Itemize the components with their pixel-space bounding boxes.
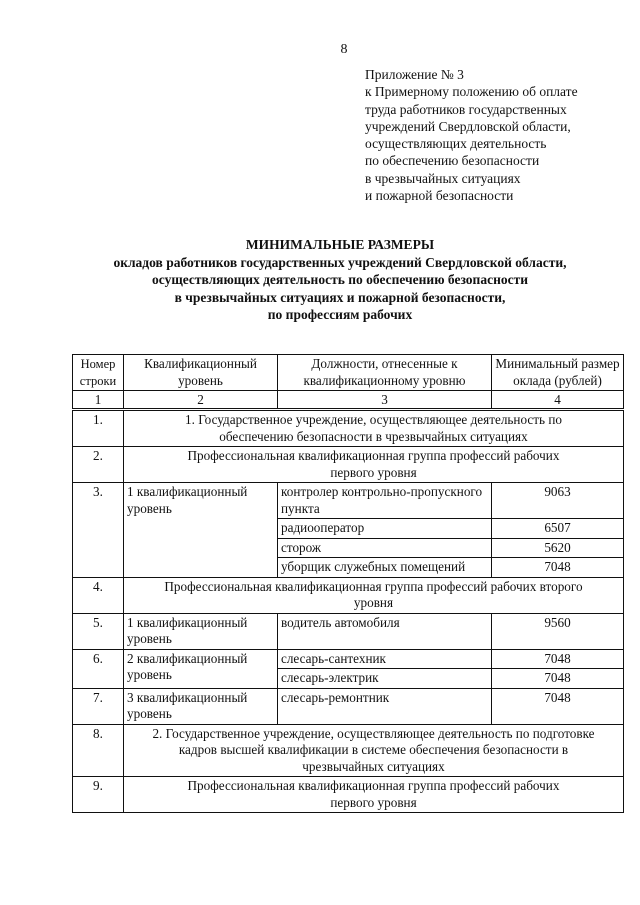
title-line: по профессиям рабочих — [267, 307, 413, 322]
table-row — [73, 410, 624, 447]
salary-value: 7048 — [492, 688, 624, 724]
position-name: сторож — [278, 538, 492, 558]
table-row — [73, 777, 624, 813]
table-row — [73, 447, 624, 483]
table-header-row — [73, 355, 624, 391]
group-heading: Профессиональная квалификационная группа профессий рабочих второго уровня — [124, 577, 624, 613]
position-name: контролер контрольно-пропускного пункта — [278, 483, 492, 519]
salary-value: 5620 — [492, 538, 624, 558]
appendix-line: по обеспечению безопасности — [365, 153, 540, 169]
appendix-line: в чрезвычайных ситуациях — [365, 170, 521, 186]
appendix-line: к Примерному положению об оплате — [365, 84, 578, 100]
header-cell: Должности, отнесенные к квалификационному уровню — [278, 355, 492, 391]
appendix-line: учреждений Свердловской области, — [365, 118, 571, 134]
title-line: осуществляющих деятельность по обеспечению безопасности — [152, 272, 528, 287]
table-row — [73, 649, 624, 669]
appendix-line: Приложение № 3 — [365, 67, 464, 82]
qualification-level: 1 квалификационный уровень — [124, 613, 278, 649]
appendix-line: и пожарной безопасности — [365, 188, 514, 204]
row-number: 6. — [73, 649, 124, 688]
group-heading: Профессиональная квалификационная группа профессий рабочих первого уровня — [124, 447, 624, 483]
salary-value: 7048 — [492, 669, 624, 689]
row-number: 9. — [73, 777, 124, 813]
appendix-line: труда работников государственных — [365, 101, 567, 117]
header-cell: Минимальный размер оклада (рублей) — [492, 355, 624, 391]
row-number: 3. — [73, 483, 124, 578]
salary-value: 9063 — [492, 483, 624, 519]
header-cell: Номер строки — [73, 355, 124, 391]
column-number: 1 — [73, 391, 124, 410]
table-row — [73, 688, 624, 724]
position-name: радиооператор — [278, 519, 492, 539]
row-number: 1. — [73, 410, 124, 447]
column-number: 3 — [278, 391, 492, 410]
document-title — [60, 236, 620, 324]
qualification-level: 3 квалификационный уровень — [124, 688, 278, 724]
table-row — [73, 724, 624, 777]
appendix-note — [365, 66, 630, 204]
position-name: слесарь-ремонтник — [278, 688, 492, 724]
title-line: окладов работников государственных учреждений Свердловской области, — [113, 254, 567, 270]
position-name: уборщик служебных помещений — [278, 558, 492, 578]
table-row — [73, 613, 624, 649]
group-heading: Профессиональная квалификационная группа профессий рабочих первого уровня — [124, 777, 624, 813]
salary-value: 9560 — [492, 613, 624, 649]
position-name: водитель автомобиля — [278, 613, 492, 649]
page-number: 8 — [340, 42, 348, 57]
column-number: 2 — [124, 391, 278, 410]
section-heading: 1. Государственное учреждение, осуществляющее деятельность по обеспечению безопасности в чрезвычайных ситуациях — [124, 410, 624, 447]
salary-value: 7048 — [492, 558, 624, 578]
qualification-level: 2 квалификационный уровень — [124, 649, 278, 688]
section-heading: 2. Государственное учреждение, осуществляющее деятельность по подготовке кадров высшей квалификации в системе обеспечения безопасности в чрезвычайных ситуациях — [124, 724, 624, 777]
position-name: слесарь-сантехник — [278, 649, 492, 669]
title-line: МИНИМАЛЬНЫЕ РАЗМЕРЫ — [245, 237, 435, 252]
qualification-level: 1 квалификационный уровень — [124, 483, 278, 578]
table-row — [73, 483, 624, 519]
row-number: 2. — [73, 447, 124, 483]
salary-table — [72, 354, 624, 813]
row-number: 5. — [73, 613, 124, 649]
salary-value: 7048 — [492, 649, 624, 669]
title-line: в чрезвычайных ситуациях и пожарной безопасности, — [174, 289, 506, 305]
row-number: 4. — [73, 577, 124, 613]
column-number: 4 — [492, 391, 624, 410]
row-number: 8. — [73, 724, 124, 777]
salary-value: 6507 — [492, 519, 624, 539]
column-number-row — [73, 391, 624, 410]
table-row — [73, 577, 624, 613]
header-cell: Квалификационный уровень — [124, 355, 278, 391]
row-number: 7. — [73, 688, 124, 724]
appendix-line: осуществляющих деятельность — [365, 136, 547, 152]
position-name: слесарь-электрик — [278, 669, 492, 689]
